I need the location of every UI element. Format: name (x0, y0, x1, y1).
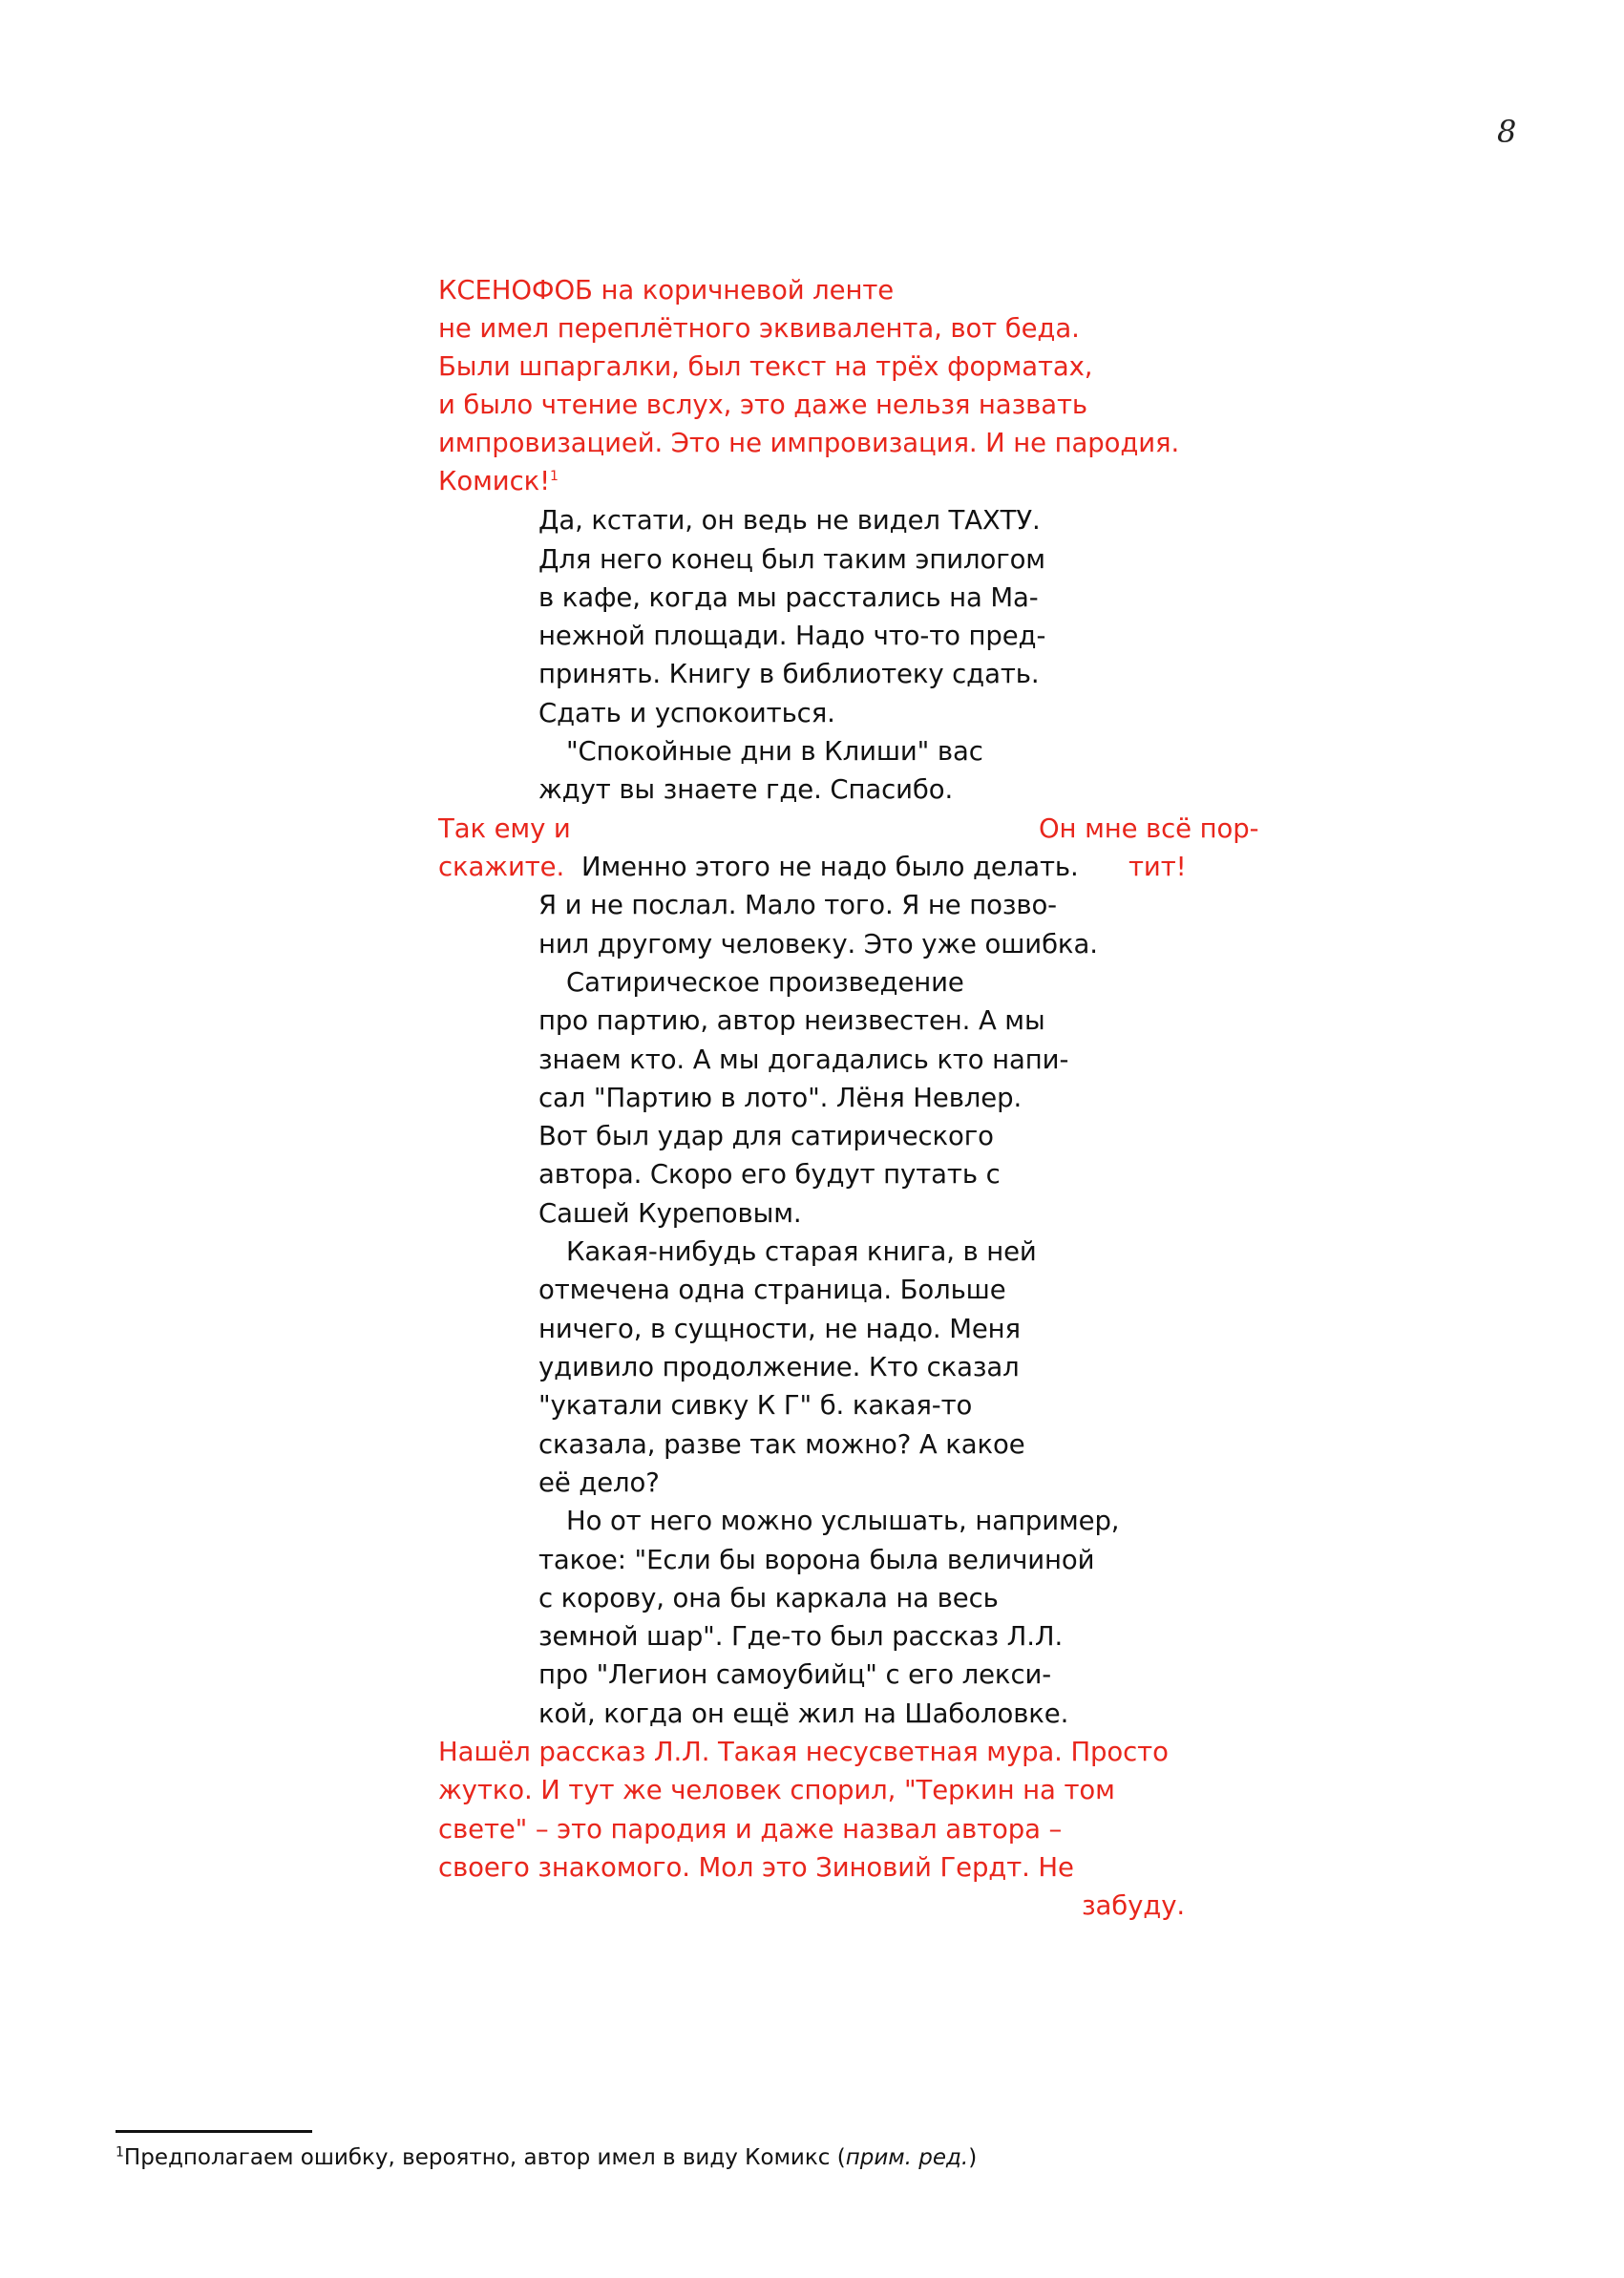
intro-line: не имел переплётного эквивалента, вот беда. (438, 313, 1080, 344)
body-line: ждут вы знаете где. Спасибо. (538, 774, 954, 805)
body-line: кой, когда он ещё жил на Шаболовке. (538, 1698, 1069, 1729)
footnote-text: Предполагаем ошибку, вероятно, автор имел в виду Комикс ( (123, 2145, 846, 2170)
intro-line (438, 462, 559, 500)
body-line: Сашей Куреповым. (538, 1198, 802, 1229)
body-line: Я и не послал. Мало того. Я не позво- (538, 890, 1058, 920)
footnote-marker: 1 (116, 2144, 124, 2161)
body-line: "Спокойные дни в Клиши" вас (566, 736, 983, 767)
footnote-rule (116, 2130, 312, 2133)
body-line: Да, кстати, он ведь не видел ТАХТУ. (538, 505, 1041, 536)
body-line: Сатирическое произведение (566, 967, 964, 998)
body-line: Для него конец был таким эпилогом (538, 544, 1045, 575)
footnote-editor-note: прим. ред. (845, 2145, 969, 2170)
body-line: про партию, автор неизвестен. А мы (538, 1005, 1045, 1036)
body-line: сказала, разве так можно? А какое (538, 1429, 1025, 1460)
margin-note-left: скажите. (438, 852, 565, 882)
body-line: земной шар". Где-то был рассказ Л.Л. (538, 1621, 1064, 1652)
body-line: в кафе, когда мы расстались на Ма- (538, 582, 1039, 613)
intro-line: КСЕНОФОБ на коричневой ленте (438, 275, 895, 306)
body-line: Вот был удар для сатирического (538, 1121, 994, 1151)
outro-line: забуду. (1082, 1890, 1186, 1921)
intro-line: Были шпаргалки, был текст на трёх форматах, (438, 351, 1093, 382)
outro-line: свете" – это пародия и даже назвал автора – (438, 1814, 1063, 1845)
body-line: автора. Скоро его будут путать с (538, 1159, 1001, 1190)
body-line: сал "Партию в лото". Лёня Невлер. (538, 1083, 1023, 1113)
body-line: знаем кто. А мы догадались кто напи- (538, 1044, 1069, 1075)
body-line: удивило продолжение. Кто сказал (538, 1352, 1020, 1382)
body-line: её дело? (538, 1467, 660, 1498)
body-line: "укатали сивку К Г" б. какая-то (538, 1390, 973, 1421)
footnote (116, 2141, 977, 2174)
page-number: 8 (1497, 114, 1517, 150)
footnote-reference[interactable]: 1 (550, 468, 559, 484)
body-line: такое: "Если бы ворона была величиной (538, 1545, 1095, 1575)
body-line: нил другому человеку. Это уже ошибка. (538, 929, 1098, 960)
intro-line: импровизацией. Это не импровизация. И не пародия. (438, 428, 1180, 458)
body-line: Какая-нибудь старая книга, в ней (566, 1236, 1037, 1267)
body-line: Но от него можно услышать, например, (566, 1506, 1120, 1536)
outro-line: Нашёл рассказ Л.Л. Такая несусветная мура. Просто (438, 1737, 1169, 1767)
body-line: отмечена одна страница. Больше (538, 1275, 1006, 1305)
body-line: с корову, она бы каркала на весь (538, 1583, 999, 1614)
footnote-close: ) (968, 2145, 978, 2170)
margin-note-right: Он мне всё пор- (1039, 813, 1259, 844)
outro-line: жутко. И тут же человек спорил, "Теркин на том (438, 1775, 1115, 1805)
outro-line: своего знакомого. Мол это Зиновий Гердт. Не (438, 1852, 1074, 1883)
body-line: ничего, в сущности, не надо. Меня (538, 1314, 1021, 1344)
body-line: Сдать и успокоиться. (538, 698, 835, 728)
body-line: про "Легион самоубийц" с его лекси- (538, 1659, 1052, 1690)
body-line: Именно этого не надо было делать. (581, 852, 1079, 882)
body-line: принять. Книгу в библиотеку сдать. (538, 659, 1040, 689)
intro-last-word: Комиск! (438, 466, 551, 496)
margin-note-right: тит! (1128, 852, 1187, 882)
margin-note-left: Так ему и (438, 813, 571, 844)
intro-line: и было чтение вслух, это даже нельзя назвать (438, 390, 1087, 420)
body-line: нежной площади. Надо что-то пред- (538, 621, 1046, 651)
